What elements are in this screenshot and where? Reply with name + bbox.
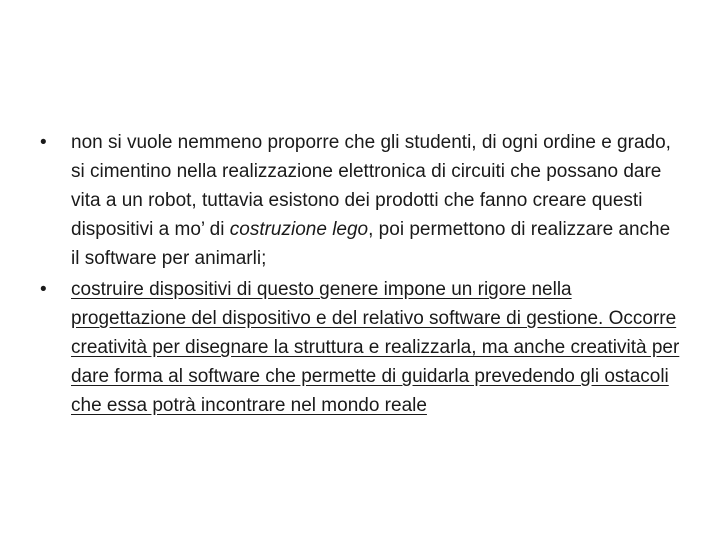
list-item (40, 275, 680, 420)
bullet-icon: • (40, 279, 47, 300)
bullet-text-italic: costruzione lego (229, 219, 369, 240)
bullet-text-underlined: costruire dispositivi di questo genere impone un rigore nella progettazione del dispositivo e del relativo software di gestione. Occorre creatività per disegnare la struttura e realizzarla, ma anche creatività per dare forma al software che permette di guidarla prevedendo gli ostacoli che essa potrà incontrare nel mondo reale (71, 279, 680, 416)
bullet-text-part: non si vuole nemmeno proporre che gli studenti, di ogni ordine e grado, si cimentino nella realizzazione elettronica di circuiti che possano dare vita a un robot, tuttavia esistono dei prodotti che fanno creare questi dispositivi a mo’ di (71, 132, 671, 240)
list-item (40, 128, 680, 273)
bullet-icon: • (40, 132, 47, 153)
bullet-list (40, 128, 680, 422)
bullet-text-part: , poi permettono di realizzare anche il software per animarli; (71, 219, 671, 269)
